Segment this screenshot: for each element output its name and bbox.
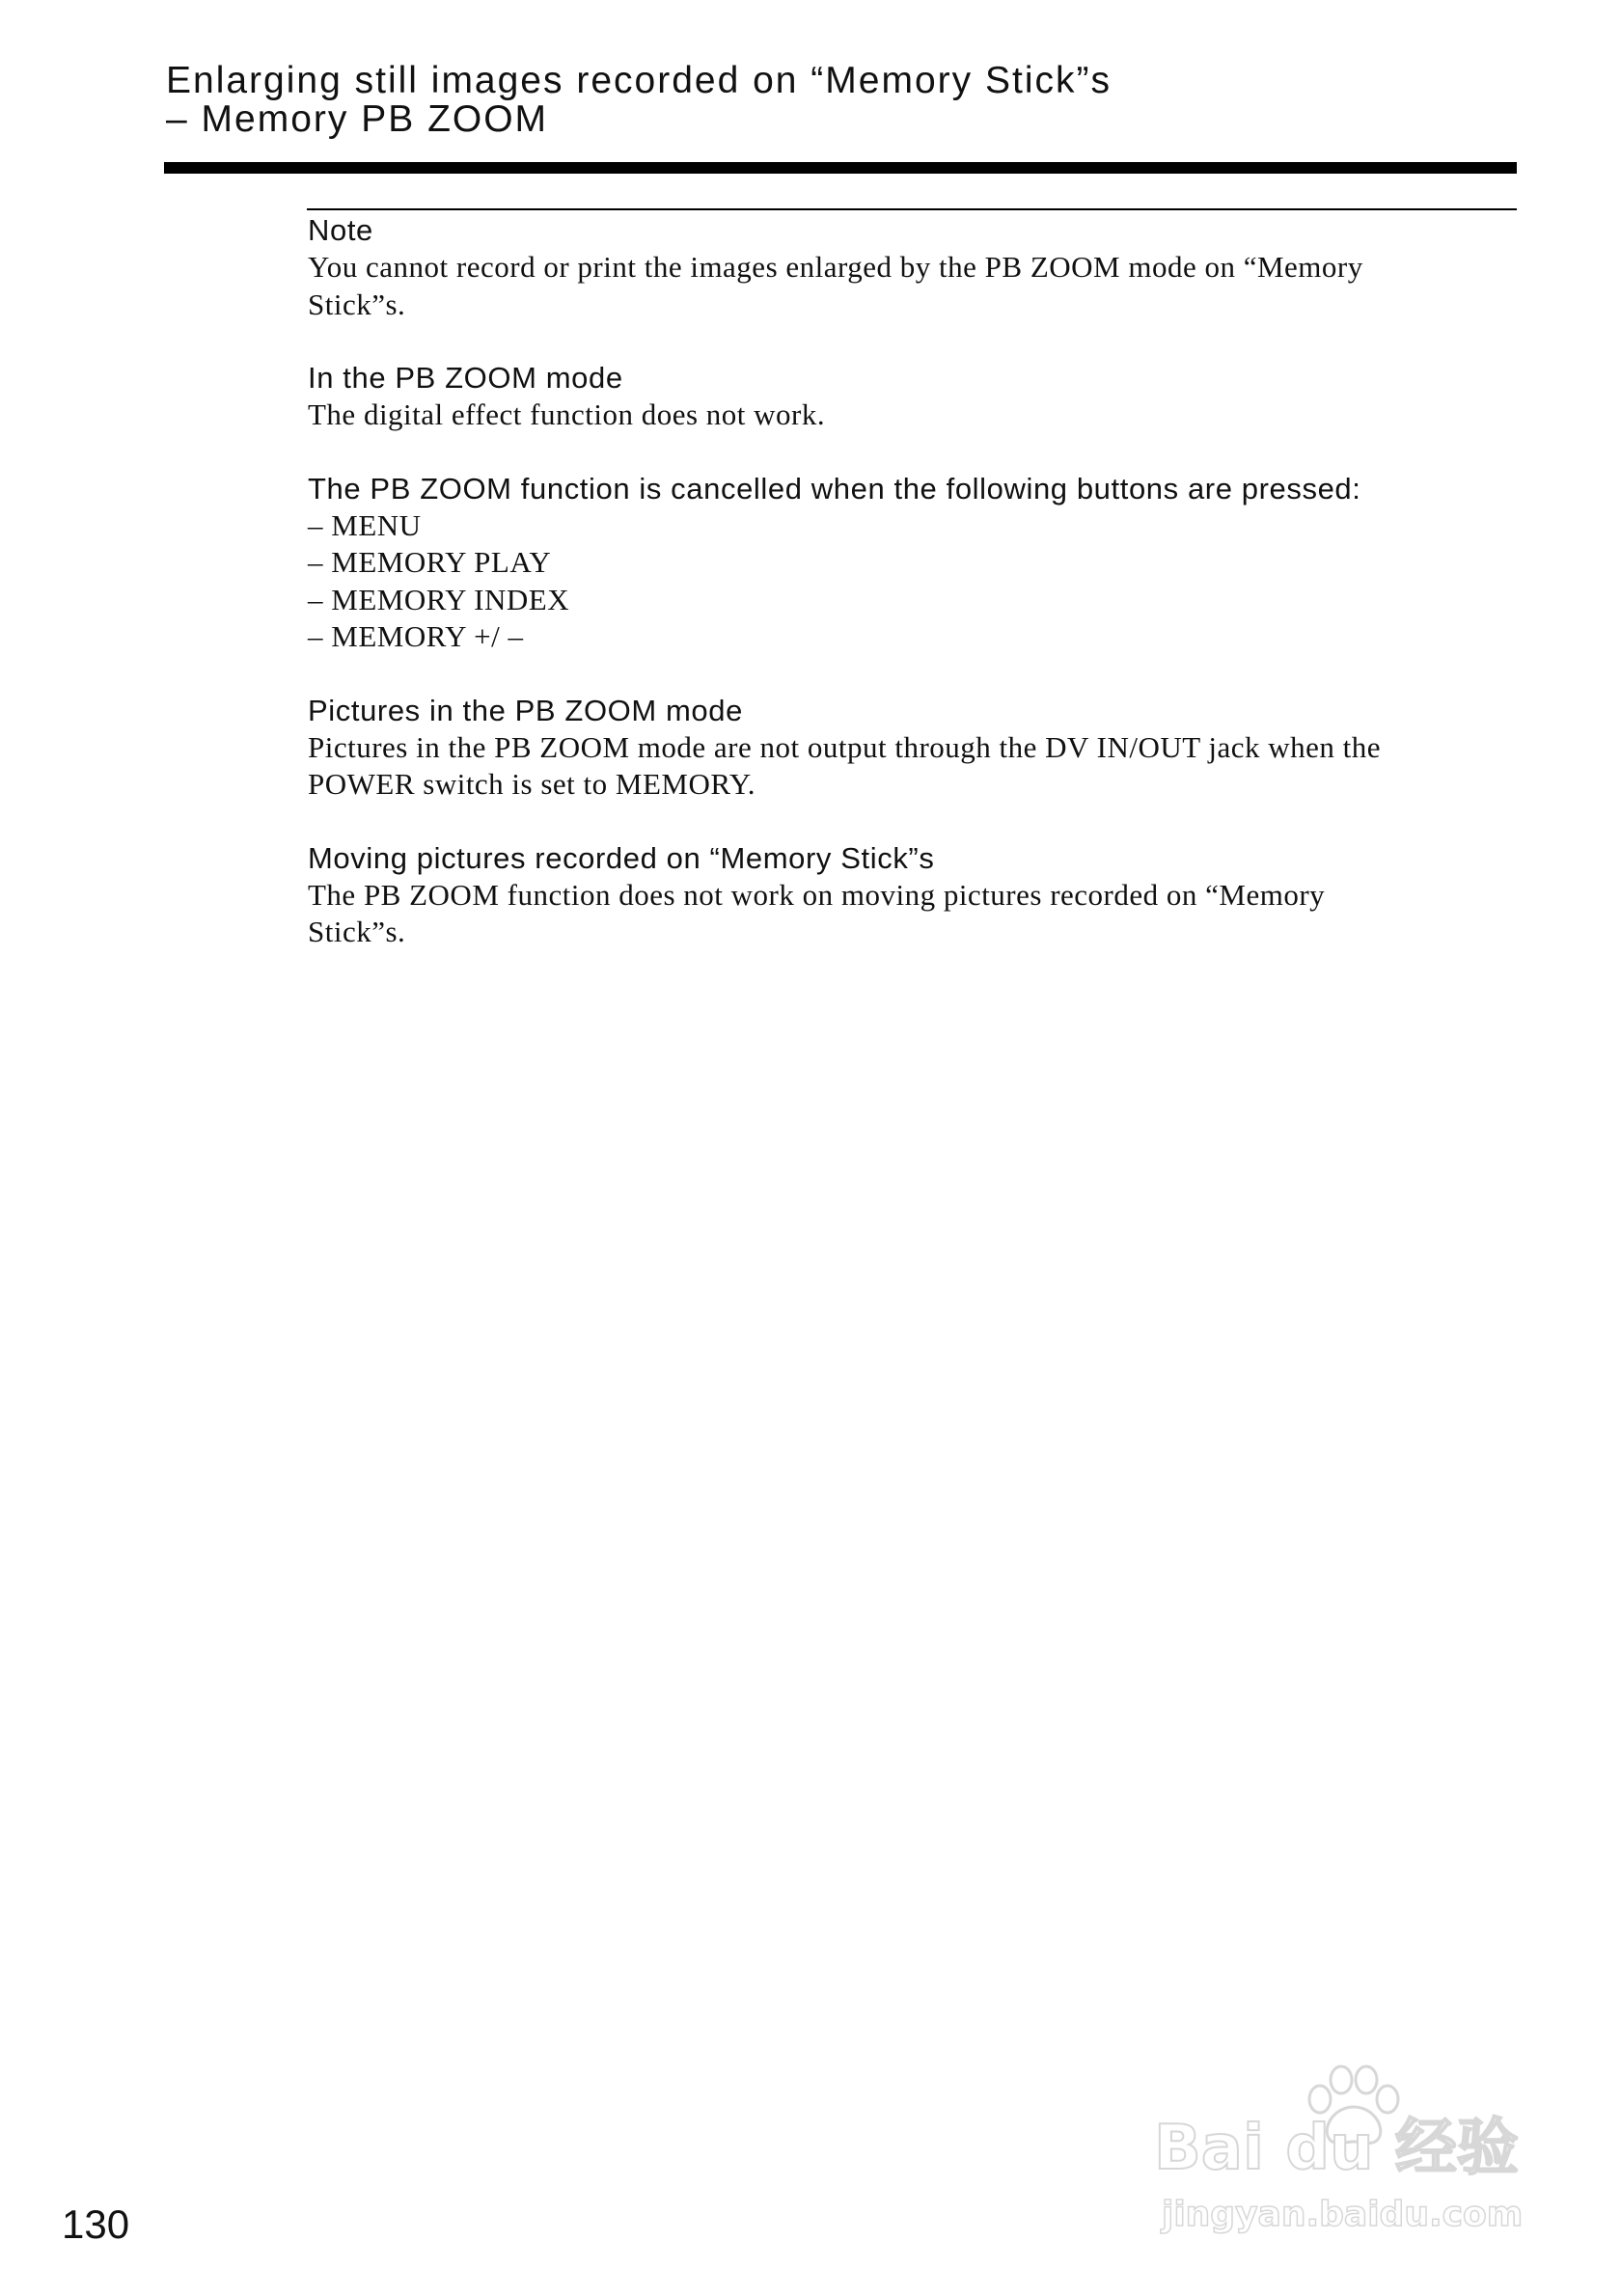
section-body	[308, 729, 1514, 804]
title-divider	[164, 162, 1517, 174]
notes-divider	[307, 208, 1517, 210]
section-body	[308, 507, 1514, 656]
section-pb-zoom-mode	[308, 360, 1514, 434]
list-item: – MEMORY +/ –	[308, 619, 524, 653]
section-body	[308, 877, 1514, 951]
body-line: Stick”s.	[308, 915, 406, 948]
body-line: You cannot record or print the images enlarged by the PB ZOOM mode on “Memory	[308, 250, 1363, 284]
page-title-line-1: Enlarging still images recorded on “Memory Stick”s	[166, 60, 1112, 101]
page-number: 130	[62, 2201, 130, 2247]
list-item: – MEMORY INDEX	[308, 582, 570, 616]
page-title	[166, 62, 1112, 139]
list-item: – MENU	[308, 507, 422, 542]
section-pictures-pb-zoom	[308, 693, 1514, 804]
section-heading: Note	[308, 213, 373, 247]
watermark-brand: Bai du 经验	[1154, 2113, 1519, 2184]
body-line: The digital effect function does not work.	[308, 397, 826, 431]
page-title-line-2: – Memory PB ZOOM	[166, 98, 549, 140]
section-moving-pictures	[308, 840, 1514, 951]
list-item: – MEMORY PLAY	[308, 545, 552, 579]
body-line: POWER switch is set to MEMORY.	[308, 767, 756, 801]
section-heading: In the PB ZOOM mode	[308, 361, 623, 395]
section-body	[308, 249, 1514, 323]
section-body	[308, 396, 1514, 434]
section-heading: Moving pictures recorded on “Memory Stick”s	[308, 840, 935, 875]
baidu-watermark	[1154, 2064, 1540, 2257]
section-cancel-buttons	[308, 471, 1514, 656]
notes-content	[308, 212, 1514, 988]
watermark-url: jingyan.baidu.com	[1162, 2195, 1524, 2234]
section-heading: Pictures in the PB ZOOM mode	[308, 693, 743, 727]
section-heading: The PB ZOOM function is cancelled when the following buttons are pressed:	[308, 471, 1361, 506]
body-line: Stick”s.	[308, 287, 406, 321]
body-line: The PB ZOOM function does not work on moving pictures recorded on “Memory	[308, 877, 1326, 912]
body-line: Pictures in the PB ZOOM mode are not output through the DV IN/OUT jack when the	[308, 729, 1381, 764]
section-note	[308, 212, 1514, 323]
